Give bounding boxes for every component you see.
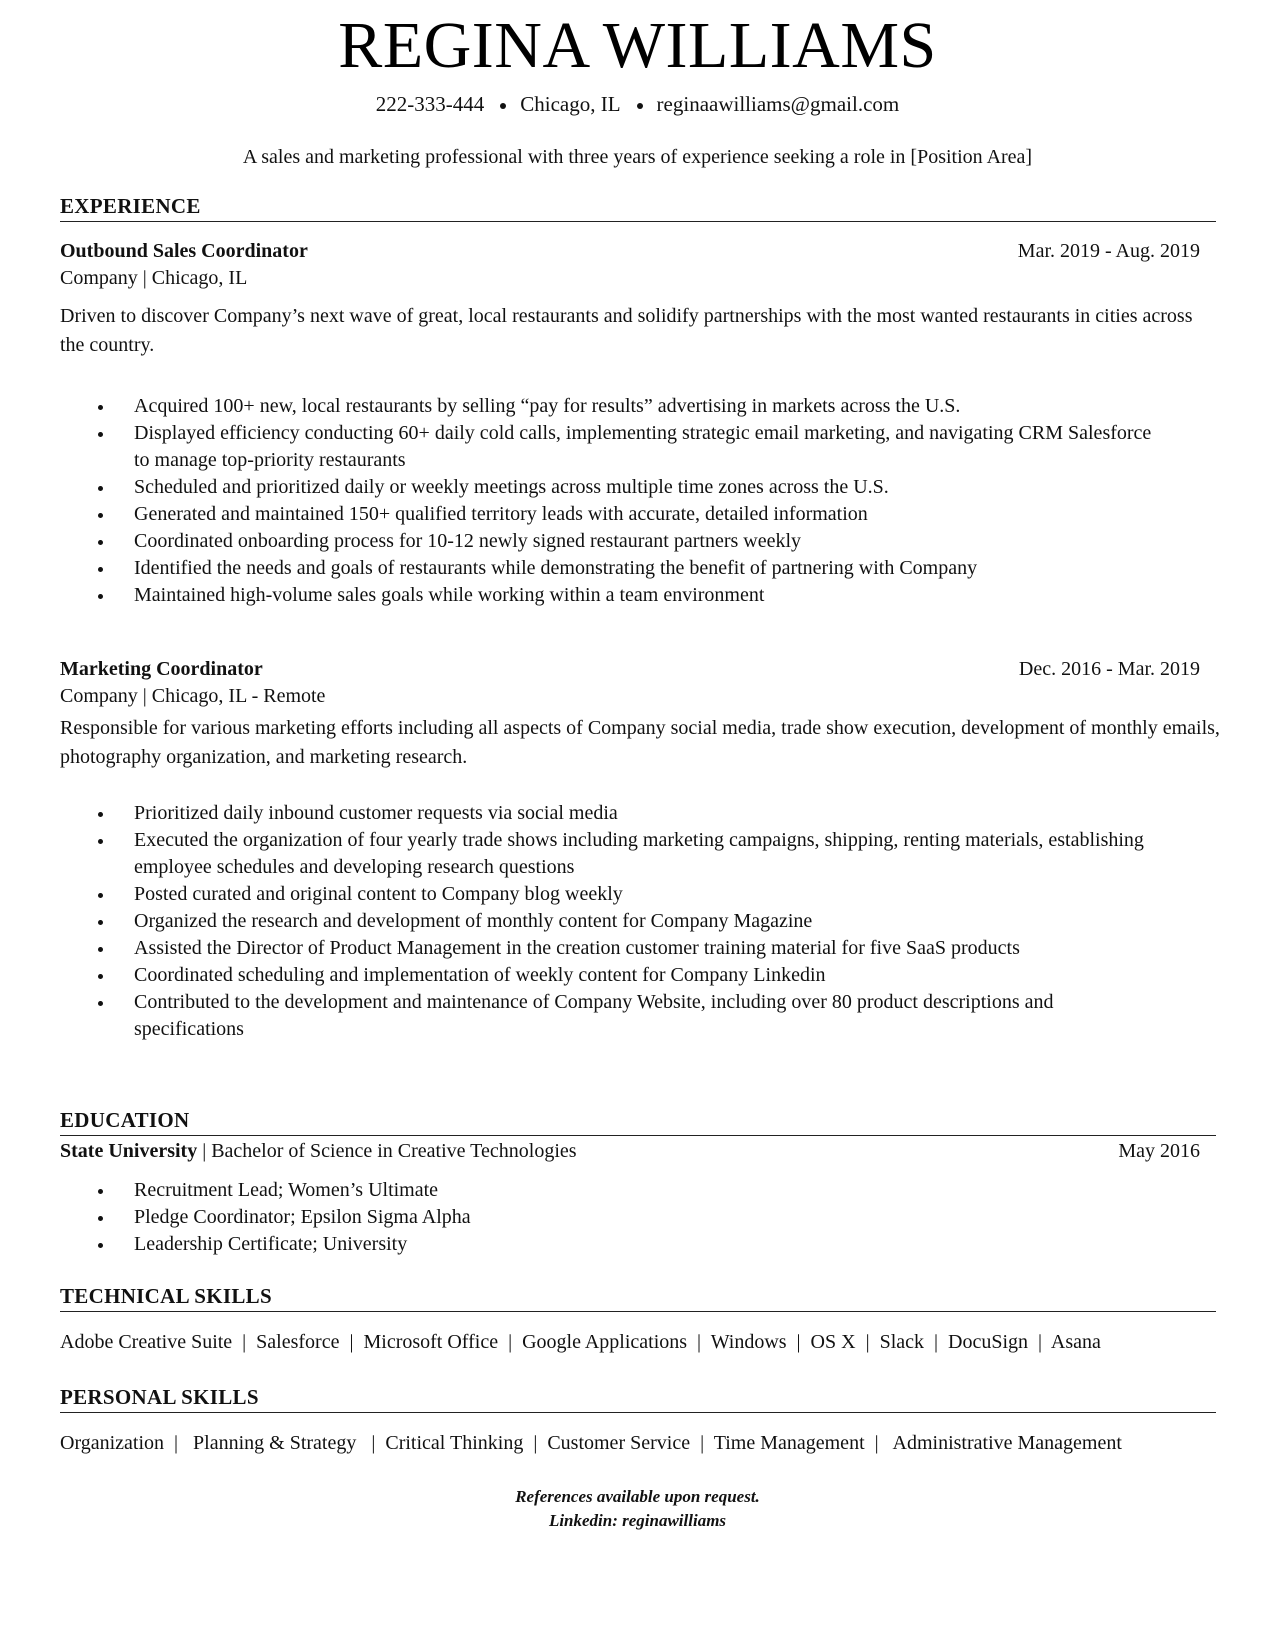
job-bullets [60, 393, 1160, 609]
job-dates: Mar. 2019 - Aug. 2019 [1017, 240, 1200, 262]
email[interactable]: reginaawilliams@gmail.com [656, 92, 900, 116]
job-dates: Dec. 2016 - Mar. 2019 [1018, 658, 1200, 680]
list-item: Maintained high-volume sales goals while working within a team environment [60, 582, 1160, 609]
location: Chicago, IL [520, 92, 621, 116]
technical-skills-list: Adobe Creative Suite | Salesforce | Microsoft Office | Google Applications | Windows | OS X | Slack | DocuSign | Asana [60, 1331, 1101, 1353]
list-item: Assisted the Director of Product Management in the creation customer training material for five SaaS products [60, 935, 1160, 962]
job-description: Driven to discover Company’s next wave of great, local restaurants and solidify partnerships with the most wanted restaurants in cities across the country. [60, 305, 1193, 356]
section-divider [60, 1311, 1216, 1312]
section-divider [60, 221, 1216, 222]
candidate-name: REGINA WILLIAMS [338, 9, 937, 82]
technical-skills-heading: TECHNICAL SKILLS [60, 1284, 272, 1308]
section-divider [60, 1412, 1216, 1413]
contact-line [0, 92, 1275, 117]
list-item: Executed the organization of four yearly trade shows including marketing campaigns, shipping, renting materials, establishing employee schedules and developing research questions [60, 827, 1160, 881]
education-bullets [60, 1177, 1160, 1258]
bullet-separator [637, 103, 643, 109]
degree: | Bachelor of Science in Creative Technologies [202, 1140, 577, 1162]
list-item: Generated and maintained 150+ qualified territory leads with accurate, detailed information [60, 501, 1160, 528]
section-divider [60, 1135, 1216, 1136]
list-item: Acquired 100+ new, local restaurants by selling “pay for results” advertising in markets across the U.S. [60, 393, 1160, 420]
summary: A sales and marketing professional with three years of experience seeking a role in [Position Area] [242, 146, 1033, 168]
education-line [60, 1140, 577, 1163]
education-heading: EDUCATION [60, 1108, 190, 1132]
personal-skills-heading: PERSONAL SKILLS [60, 1385, 259, 1409]
phone: 222-333-444 [375, 92, 485, 116]
education-date: May 2016 [1118, 1140, 1200, 1162]
job-company: Company | Chicago, IL [60, 267, 248, 289]
list-item: Scheduled and prioritized daily or weekly meetings across multiple time zones across the U.S. [60, 474, 1160, 501]
list-item: Pledge Coordinator; Epsilon Sigma Alpha [60, 1204, 1160, 1231]
list-item: Displayed efficiency conducting 60+ daily cold calls, implementing strategic email marketing, and navigating CRM Salesforce to manage top-priority restaurants [60, 420, 1160, 474]
personal-skills-list: Organization | Planning & Strategy | Critical Thinking | Customer Service | Time Management | Administrative Management [60, 1432, 1122, 1454]
references-note: References available upon request. [515, 1487, 760, 1506]
job-title: Outbound Sales Coordinator [60, 240, 308, 262]
list-item: Contributed to the development and maintenance of Company Website, including over 80 product descriptions and specifications [60, 989, 1160, 1043]
bullet-separator [500, 103, 506, 109]
list-item: Coordinated scheduling and implementation of weekly content for Company Linkedin [60, 962, 1160, 989]
list-item: Coordinated onboarding process for 10-12 newly signed restaurant partners weekly [60, 528, 1160, 555]
job-company: Company | Chicago, IL - Remote [60, 685, 326, 707]
job-description: Responsible for various marketing efforts including all aspects of Company social media, trade show execution, development of monthly emails, photography organization, and marketing research. [60, 717, 1220, 768]
job-title: Marketing Coordinator [60, 658, 263, 680]
experience-heading: EXPERIENCE [60, 194, 201, 218]
list-item: Posted curated and original content to Company blog weekly [60, 881, 1160, 908]
linkedin-handle[interactable]: Linkedin: reginawilliams [548, 1511, 727, 1530]
list-item: Prioritized daily inbound customer requests via social media [60, 800, 1160, 827]
school-name: State University [60, 1140, 198, 1162]
job-bullets [60, 800, 1160, 1043]
list-item: Recruitment Lead; Women’s Ultimate [60, 1177, 1160, 1204]
list-item: Identified the needs and goals of restaurants while demonstrating the benefit of partnering with Company [60, 555, 1160, 582]
list-item: Leadership Certificate; University [60, 1231, 1160, 1258]
list-item: Organized the research and development of monthly content for Company Magazine [60, 908, 1160, 935]
